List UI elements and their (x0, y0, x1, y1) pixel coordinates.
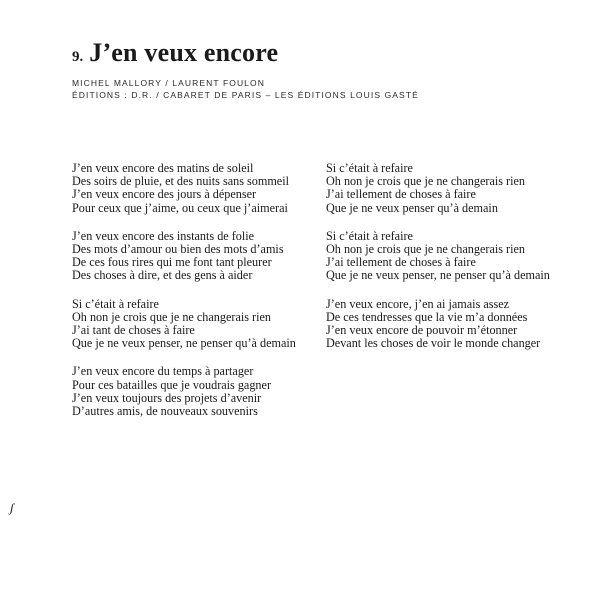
lyric-line: Des choses à dire, et des gens à aider (72, 268, 253, 283)
stanza (72, 230, 296, 283)
lyric-line: D’autres amis, de nouveaux souvenirs (72, 404, 258, 419)
songwriter-credits: MICHEL MALLORY / LAURENT FOULON (72, 78, 265, 88)
lyric-line: J’en veux encore du temps à partager (72, 364, 254, 379)
lyric-line: J’en veux encore des matins de soleil (72, 161, 254, 175)
stanza (326, 162, 550, 215)
lyric-line: Oh non je crois que je ne changerais rien (72, 309, 271, 324)
page-mark: ʃ (10, 500, 14, 515)
lyric-line: Pour ceux que j’aime, ou ceux que j’aimerai (72, 200, 288, 215)
lyric-line: Que je ne veux penser, ne penser qu’à demain (326, 268, 550, 283)
stanza (326, 230, 550, 283)
lyrics-column-right (326, 162, 550, 365)
lyrics-column-left (72, 162, 296, 433)
lyric-line: J’en veux encore de pouvoir m’étonner (326, 323, 518, 338)
lyric-line: J’en veux toujours des projets d’avenir (72, 390, 262, 405)
lyric-line: Des soirs de pluie, et des nuits sans sommeil (72, 174, 289, 189)
lyric-line: J’en veux encore, j’en ai jamais assez (326, 296, 510, 311)
stanza (72, 365, 296, 418)
lyric-line: Si c’était à refaire (326, 161, 413, 175)
stanza (326, 298, 550, 351)
lyric-line: Que je ne veux penser qu’à demain (326, 200, 498, 215)
lyric-line: De ces fous rires qui me font tant pleurer (72, 255, 272, 270)
lyric-line: Oh non je crois que je ne changerais rien (326, 242, 525, 257)
song-heading (72, 38, 278, 68)
stanza (72, 162, 296, 215)
lyric-line: Oh non je crois que je ne changerais rien (326, 174, 525, 189)
publisher-credits: ÉDITIONS : D.R. / CABARET DE PARIS – LES ÉDITIONS LOUIS GASTÉ (72, 90, 419, 100)
lyric-line: J’ai tant de choses à faire (72, 323, 195, 338)
lyric-line: Des mots d’amour ou bien des mots d’amis (72, 242, 284, 257)
lyric-line: Pour ces batailles que je voudrais gagner (72, 377, 271, 392)
lyric-line: J’en veux encore des instants de folie (72, 228, 255, 243)
track-number: 9. (72, 49, 84, 65)
lyric-line: J’ai tellement de choses à faire (326, 255, 476, 270)
lyric-line: J’ai tellement de choses à faire (326, 187, 476, 202)
lyric-line: J’en veux encore des jours à dépenser (72, 187, 257, 202)
lyric-line: Si c’était à refaire (72, 296, 159, 311)
lyric-line: De ces tendresses que la vie m’a données (326, 309, 528, 324)
lyric-line: Devant les choses de voir le monde changer (326, 336, 541, 351)
lyric-line: Si c’était à refaire (326, 228, 413, 243)
lyric-line: Que je ne veux penser, ne penser qu’à demain (72, 336, 296, 351)
song-title: J’en veux encore (89, 38, 279, 67)
stanza (72, 298, 296, 351)
